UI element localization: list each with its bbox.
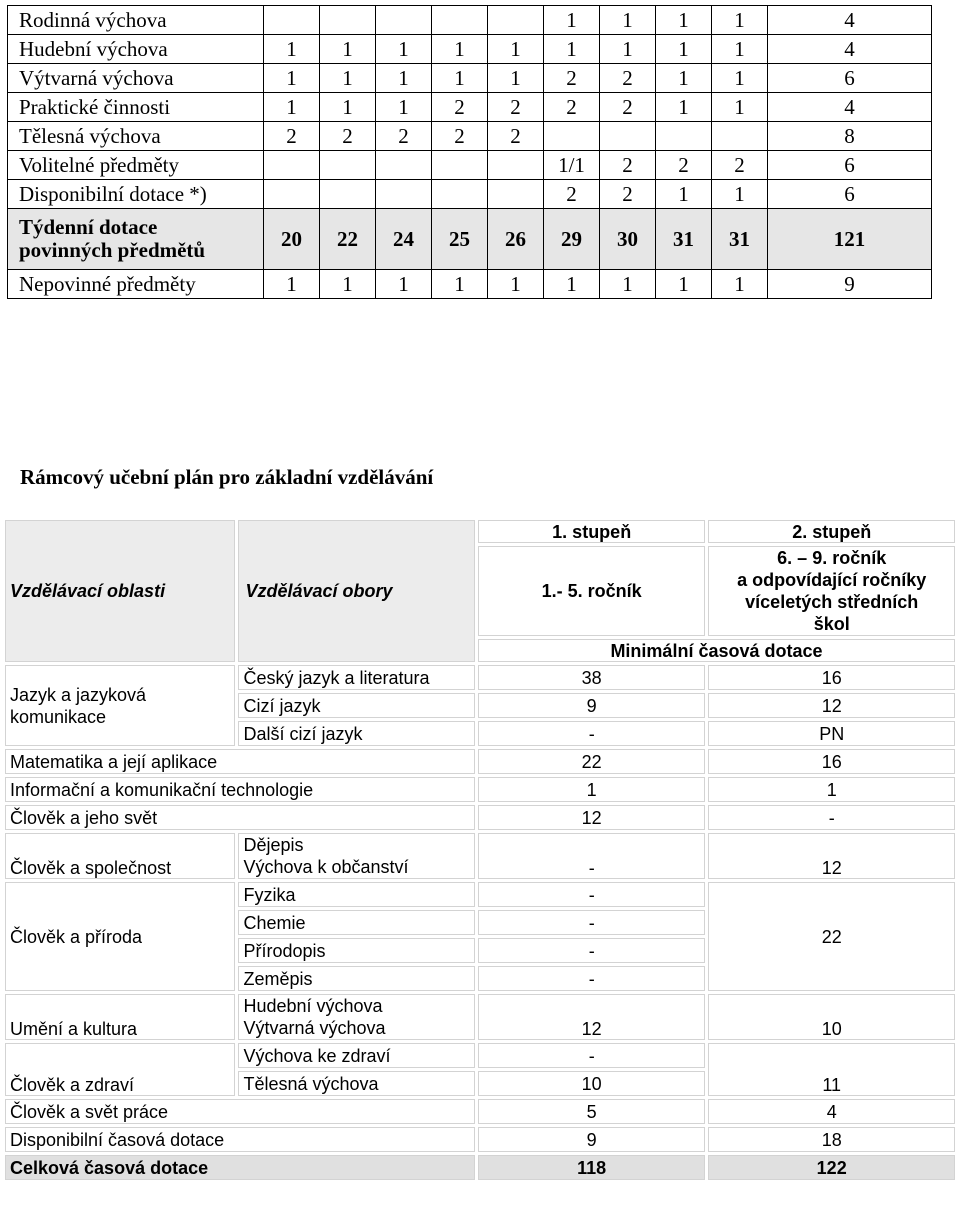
hours-cell: 1	[376, 35, 432, 64]
hours-cell: 2	[600, 93, 656, 122]
hours-cell	[432, 180, 488, 209]
subject-name: Nepovinné předměty	[8, 270, 264, 299]
value-cesky-jazyk-s2: 16	[708, 665, 955, 690]
hours-cell: 1	[432, 270, 488, 299]
hours-cell: 1	[656, 93, 712, 122]
hours-cell: 1	[712, 6, 768, 35]
hours-cell	[264, 151, 320, 180]
subject-name: Výtvarná výchova	[8, 64, 264, 93]
hours-cell	[264, 180, 320, 209]
header-grades-2	[708, 546, 955, 636]
value-ict-s2: 1	[708, 777, 955, 802]
hours-cell	[432, 6, 488, 35]
value-clovek-a-jeho-svet-s1: 12	[478, 805, 705, 830]
area-celkova-dotace: Celková časová dotace	[5, 1155, 475, 1180]
value-svet-prace-s2: 4	[708, 1099, 955, 1124]
hours-cell: 22	[320, 209, 376, 270]
subject-name: Rodinná výchova	[8, 6, 264, 35]
area-clovek-a-zdravi: Člověk a zdraví	[5, 1043, 235, 1096]
hours-cell: 24	[376, 209, 432, 270]
weekly-hours-row	[8, 122, 932, 151]
hours-cell: 1	[488, 35, 544, 64]
value-telesna-vychova-s1: 10	[478, 1071, 705, 1096]
hours-cell	[712, 122, 768, 151]
weekly-hours-body	[8, 6, 932, 299]
hours-cell: 1	[488, 270, 544, 299]
header-grades-2-line3: víceletých středních	[745, 592, 919, 612]
header-min-dotace: Minimální časová dotace	[478, 639, 955, 662]
area-ict: Informační a komunikační technologie	[5, 777, 475, 802]
header-grades-1: 1.- 5. ročník	[478, 546, 705, 636]
hours-cell: 1	[320, 93, 376, 122]
field-dejepis: Dějepis	[243, 835, 304, 855]
hours-total-cell: 8	[768, 122, 932, 151]
value-ict-s1: 1	[478, 777, 705, 802]
hours-cell: 2	[320, 122, 376, 151]
header-fields: Vzdělávací obory	[238, 520, 475, 662]
hours-cell: 2	[600, 64, 656, 93]
hours-total-cell: 4	[768, 35, 932, 64]
hours-cell: 2	[544, 64, 600, 93]
hours-total-cell: 6	[768, 151, 932, 180]
area-disponibilni-dotace: Disponibilní časová dotace	[5, 1127, 475, 1152]
fields-clovek-a-spolecnost	[238, 833, 475, 879]
value-zemepis-s1: -	[478, 966, 705, 991]
field-dalsi-cizi-jazyk: Další cizí jazyk	[238, 721, 475, 746]
hours-cell	[488, 151, 544, 180]
hours-cell: 1	[712, 93, 768, 122]
hours-cell: 2	[488, 122, 544, 151]
field-hudebni-vychova: Hudební výchova	[243, 996, 383, 1016]
value-clovek-a-spolecnost-s2: 12	[708, 833, 955, 879]
area-matematika: Matematika a její aplikace	[5, 749, 475, 774]
hours-cell: 1	[264, 270, 320, 299]
value-svet-prace-s1: 5	[478, 1099, 705, 1124]
hours-total-cell: 4	[768, 93, 932, 122]
value-dalsi-cizi-jazyk-s2: PN	[708, 721, 955, 746]
hours-cell: 2	[376, 122, 432, 151]
field-vychova-ke-zdravi: Výchova ke zdraví	[238, 1043, 475, 1068]
header-grades-2-line2: a odpovídající ročníky	[737, 570, 927, 590]
field-zemepis: Zeměpis	[238, 966, 475, 991]
hours-cell: 1	[656, 180, 712, 209]
area-clovek-a-spolecnost: Člověk a společnost	[5, 833, 235, 879]
value-disponibilni-s1: 9	[478, 1127, 705, 1152]
hours-cell: 1	[264, 93, 320, 122]
subject-name: Hudební výchova	[8, 35, 264, 64]
hours-cell: 1	[600, 6, 656, 35]
area-clovek-a-priroda: Člověk a příroda	[5, 882, 235, 991]
subject-name: Volitelné předměty	[8, 151, 264, 180]
hours-cell: 2	[600, 180, 656, 209]
hours-cell: 20	[264, 209, 320, 270]
hours-cell: 1	[488, 64, 544, 93]
hours-cell: 1	[712, 270, 768, 299]
hours-cell: 1	[712, 35, 768, 64]
hours-cell	[376, 6, 432, 35]
hours-cell: 2	[488, 93, 544, 122]
hours-cell: 2	[544, 93, 600, 122]
header-grades-2-line4: škol	[813, 614, 850, 634]
value-prirodopis-s1: -	[478, 938, 705, 963]
field-cesky-jazyk: Český jazyk a literatura	[238, 665, 475, 690]
area-clovek-a-jeho-svet: Člověk a jeho svět	[5, 805, 475, 830]
subject-name: Praktické činnosti	[8, 93, 264, 122]
hours-cell	[320, 151, 376, 180]
weekly-hours-row	[8, 35, 932, 64]
value-chemie-s1: -	[478, 910, 705, 935]
hours-cell: 1	[320, 35, 376, 64]
value-cizi-jazyk-s2: 12	[708, 693, 955, 718]
hours-cell: 25	[432, 209, 488, 270]
hours-cell: 30	[600, 209, 656, 270]
value-umeni-a-kultura-s2: 10	[708, 994, 955, 1040]
value-celkova-s1: 118	[478, 1155, 705, 1180]
hours-cell: 1	[432, 35, 488, 64]
hours-cell: 1	[376, 64, 432, 93]
hours-total-cell: 6	[768, 180, 932, 209]
hours-cell: 2	[432, 122, 488, 151]
hours-cell: 1	[432, 64, 488, 93]
field-vytvarna-vychova: Výtvarná výchova	[243, 1018, 386, 1038]
weekly-hours-row	[8, 209, 932, 270]
value-dalsi-cizi-jazyk-s1: -	[478, 721, 705, 746]
fields-umeni-a-kultura	[238, 994, 475, 1040]
hours-cell: 1	[656, 6, 712, 35]
hours-cell: 2	[656, 151, 712, 180]
hours-cell: 1	[656, 35, 712, 64]
hours-cell: 1	[320, 270, 376, 299]
hours-cell: 1	[712, 64, 768, 93]
rvp-table	[2, 517, 958, 1183]
subject-name-line: Týdenní dotace	[19, 215, 158, 239]
hours-cell: 2	[432, 93, 488, 122]
weekly-hours-row	[8, 6, 932, 35]
area-umeni-a-kultura: Umění a kultura	[5, 994, 235, 1040]
value-clovek-a-priroda-s2: 22	[708, 882, 955, 991]
hours-cell	[600, 122, 656, 151]
hours-cell: 31	[712, 209, 768, 270]
section-title: Rámcový učební plán pro základní vzdělávání	[20, 465, 434, 489]
hours-total-cell: 6	[768, 64, 932, 93]
value-cizi-jazyk-s1: 9	[478, 693, 705, 718]
value-disponibilni-s2: 18	[708, 1127, 955, 1152]
subject-name	[8, 209, 264, 270]
value-matematika-s1: 22	[478, 749, 705, 774]
hours-cell: 1	[544, 6, 600, 35]
hours-cell	[320, 6, 376, 35]
hours-cell	[432, 151, 488, 180]
hours-cell: 1	[376, 270, 432, 299]
value-vychova-ke-zdravi-s1: -	[478, 1043, 705, 1068]
hours-cell: 31	[656, 209, 712, 270]
hours-cell	[376, 151, 432, 180]
area-clovek-a-svet-prace: Člověk a svět práce	[5, 1099, 475, 1124]
hours-cell: 1	[544, 35, 600, 64]
hours-cell: 26	[488, 209, 544, 270]
weekly-hours-row	[8, 64, 932, 93]
subject-name: Disponibilní dotace *)	[8, 180, 264, 209]
hours-cell	[488, 6, 544, 35]
hours-cell: 2	[712, 151, 768, 180]
value-umeni-a-kultura-s1: 12	[478, 994, 705, 1040]
hours-cell: 1	[600, 35, 656, 64]
field-chemie: Chemie	[238, 910, 475, 935]
value-cesky-jazyk-s1: 38	[478, 665, 705, 690]
weekly-hours-row	[8, 93, 932, 122]
value-fyzika-s1: -	[478, 882, 705, 907]
field-fyzika: Fyzika	[238, 882, 475, 907]
weekly-hours-table	[7, 5, 932, 299]
subject-name-line: povinných předmětů	[19, 238, 206, 262]
weekly-hours-row	[8, 180, 932, 209]
hours-cell: 1	[712, 180, 768, 209]
hours-cell	[376, 180, 432, 209]
value-matematika-s2: 16	[708, 749, 955, 774]
value-celkova-s2: 122	[708, 1155, 955, 1180]
hours-cell: 1	[600, 270, 656, 299]
header-stage-2: 2. stupeň	[708, 520, 955, 543]
hours-total-cell: 9	[768, 270, 932, 299]
hours-cell: 2	[544, 180, 600, 209]
header-areas: Vzdělávací oblasti	[5, 520, 235, 662]
subject-name: Tělesná výchova	[8, 122, 264, 151]
field-telesna-vychova: Tělesná výchova	[238, 1071, 475, 1096]
hours-cell: 1	[320, 64, 376, 93]
hours-cell	[264, 6, 320, 35]
field-cizi-jazyk: Cizí jazyk	[238, 693, 475, 718]
hours-cell: 1	[656, 270, 712, 299]
hours-total-cell: 4	[768, 6, 932, 35]
hours-cell: 1	[264, 64, 320, 93]
hours-cell: 1	[544, 270, 600, 299]
field-prirodopis: Přírodopis	[238, 938, 475, 963]
hours-cell	[656, 122, 712, 151]
hours-cell	[544, 122, 600, 151]
hours-cell: 1/1	[544, 151, 600, 180]
value-clovek-a-jeho-svet-s2: -	[708, 805, 955, 830]
weekly-hours-row	[8, 151, 932, 180]
hours-cell: 1	[376, 93, 432, 122]
value-clovek-a-zdravi-s2: 11	[708, 1043, 955, 1096]
hours-cell	[320, 180, 376, 209]
hours-total-cell: 121	[768, 209, 932, 270]
hours-cell: 1	[264, 35, 320, 64]
header-stage-1: 1. stupeň	[478, 520, 705, 543]
header-grades-2-line1: 6. – 9. ročník	[777, 548, 887, 568]
hours-cell	[488, 180, 544, 209]
area-jazyk: Jazyk a jazyková komunikace	[5, 665, 235, 746]
hours-cell: 1	[656, 64, 712, 93]
weekly-hours-row	[8, 270, 932, 299]
hours-cell: 29	[544, 209, 600, 270]
hours-cell: 2	[264, 122, 320, 151]
value-clovek-a-spolecnost-s1: -	[478, 833, 705, 879]
hours-cell: 2	[600, 151, 656, 180]
field-vychova-k-obcanstvi: Výchova k občanství	[243, 857, 409, 877]
